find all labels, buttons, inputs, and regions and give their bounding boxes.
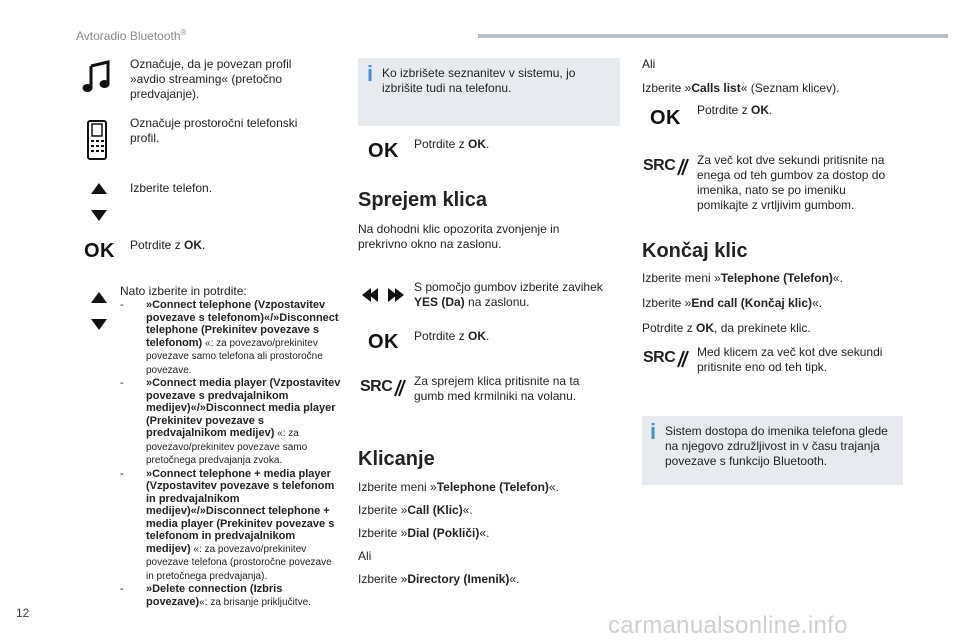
call-step: Izberite meni »Telephone (Telefon)«. [358,480,559,494]
call-step: Izberite »Call (Klic)«. [358,503,473,517]
option-description: «: za brisanje priključitve. [199,596,311,608]
ok-icon-4: OK [650,107,681,129]
info-icon-2: i [650,419,657,444]
call-step: Ali [358,549,372,563]
src-button-icon-2: SRC [643,157,689,177]
then-select-text: Nato izberite in potrdite: [120,284,247,298]
info-delete-text: Ko izbrišete seznanitev v sistemu, jo izbrišite tudi na telefonu. [382,66,576,95]
option-item [120,299,342,377]
option-item [120,377,342,468]
list-dash: - [120,583,124,595]
up-down-arrows-icon-2 [91,292,107,330]
mobile-phone-icon [86,120,108,160]
header-rule [478,34,948,38]
end-step: Potrdite z OK, da prekinete klic. [642,321,811,335]
heading-end-call: Končaj klic [642,240,748,262]
calls-list-text: Izberite »Calls list« (Seznam klicev). [642,81,840,95]
info-icon: i [367,61,374,86]
select-phone-text: Izberite telefon. [130,181,213,195]
music-note-icon [82,60,112,94]
option-label: »Delete connection (Izbris povezave) [146,583,283,608]
src-end-call-text: Med klicem za več kot dve sekundi pritisnite eno od teh tipk. [697,345,883,374]
end-step: Izberite meni »Telephone (Telefon)«. [642,271,843,285]
info-directory-text: Sistem dostopa do imenika telefona glede na njegovo združljivost in v času trajanja povezave s funkcijo Bluetooth. [665,424,888,468]
handsfree-profile-text: Označuje prostoročni telefonski profil. [130,116,298,145]
option-item [120,583,342,609]
heading-accept-call: Sprejem klica [358,189,487,211]
list-dash: - [120,299,124,311]
src-button-icon: SRC [360,378,406,398]
list-dash: - [120,377,124,389]
ok-icon: OK [84,240,115,262]
option-item [120,468,342,584]
confirm-ok-text-4: Potrdite z OK. [697,103,773,117]
ok-icon-2: OK [368,140,399,162]
options-list [120,299,342,609]
src-accept-text: Za sprejem klica pritisnite na ta gumb med krmilniki na volanu. [414,374,580,403]
option-description: «: za povezavo/prekinitev povezave telefona (prostoročne povezave in pretočnega predvajanja). [146,543,332,582]
ok-icon-3: OK [368,331,399,353]
header-title: Avtoradio Bluetooth® [76,28,187,43]
confirm-ok-text-2: Potrdite z OK. [414,137,490,151]
option-label: »Connect telephone + media player (Vzpostavitev povezave s telefonom in predvajalnikom medijev)«/»Disconnect telephone + media player (Prekinitev povezave s telefonom in predvajalnikom medijev) [146,467,335,555]
option-description: «: za povezavo/prekinitev povezave samo telefona ali prostoročne povezave. [146,337,323,376]
select-yes-text: S pomočjo gumbov izberite zavihek YES (Da) na zaslonu. [414,280,603,309]
heading-calling: Klicanje [358,448,435,470]
end-call-steps [642,271,902,336]
info-box-directory [642,416,903,485]
info-box-delete [358,58,620,126]
accept-intro-text: Na dohodni klic opozorita zvonjenje in prekrivno okno na zaslonu. [358,222,560,251]
watermark: carmanualsonline.info [608,612,848,639]
music-profile-text: Označuje, da je povezan profil »avdio streaming« (pretočno predvajanje). [130,57,292,101]
call-steps [358,480,608,587]
src-button-icon-3: SRC [643,349,689,369]
option-label: »Connect telephone (Vzpostavitev povezave s telefonom)«/»Disconnect telephone (Prekinitev povezave s telefonom) [146,299,339,349]
option-label: »Connect media player (Vzpostavitev povezave s predvajalnikom medijev)«/»Disconnect media player (Prekinitev povezave s predvajalnikom medijev) [146,377,341,439]
up-down-arrows-icon [91,183,107,221]
call-step: Izberite »Dial (Pokliči)«. [358,526,490,540]
or-text: Ali [642,57,656,71]
confirm-ok-text-3: Potrdite z OK. [414,329,490,343]
src-directory-text: Za več kot dve sekundi pritisnite na enega od teh gumbov za dostop do imenika, nato se po imeniku pomikajte z vrtljivim gumbom. [697,153,886,212]
end-step: Izberite »End call (Končaj klic)«. [642,296,823,310]
page-number: 12 [16,606,30,620]
options-block [120,284,342,609]
option-description: «: za povezavo/prekinitev povezave samo pretočnega predvajanja zvoka. [146,428,308,466]
confirm-ok-text: Potrdite z OK. [130,238,206,252]
left-right-arrows-icon [362,287,404,303]
list-dash: - [120,467,124,480]
call-step: Izberite »Directory (Imenik)«. [358,572,520,586]
